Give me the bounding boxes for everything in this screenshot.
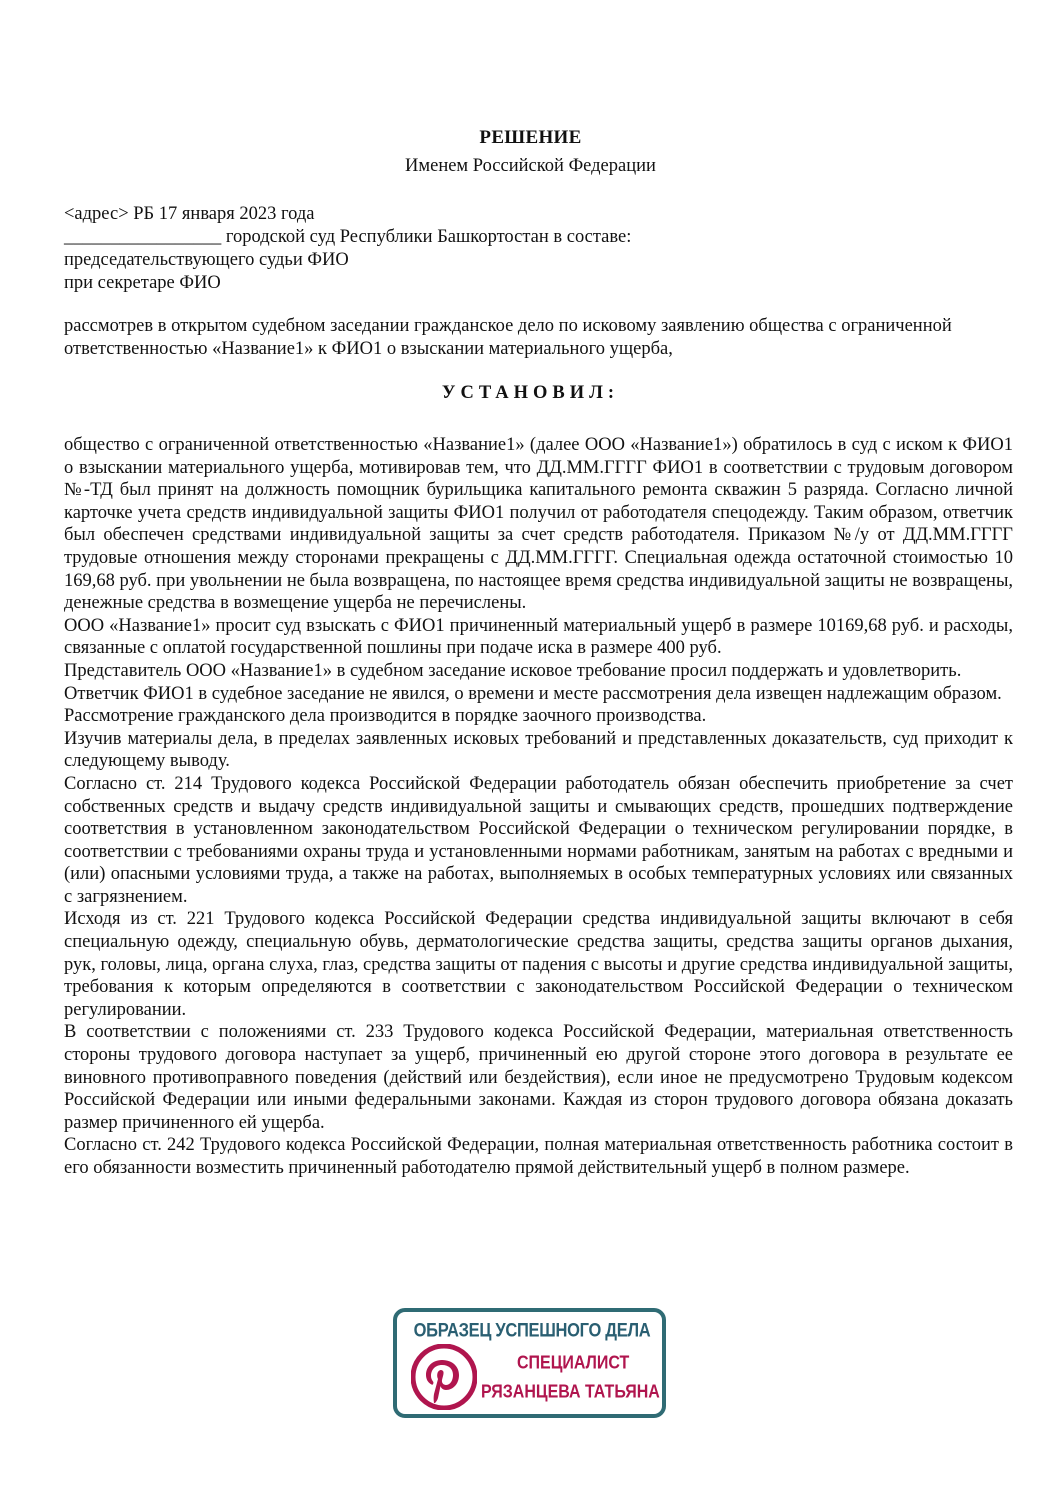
header-line-date: <адрес> РБ 17 января 2023 года (64, 204, 315, 224)
stamp-title: ОБРАЗЕЦ УСПЕШНОГО ДЕЛА (413, 1320, 651, 1342)
preamble: рассмотрев в открытом судебном заседании гражданское дело по исковому заявлению общества с ограниченной ответственностью «Название1» к ФИО1 о взыскании материального ущерба, (64, 316, 952, 359)
paragraph: Исходя из ст. 221 Трудового кодекса Российской Федерации средства индивидуальной защиты включают в себя специальную одежду, специальную обувь, дерматологические средства защиты, средства защиты органов дыхания, рук, головы, лица, органа слуха, глаз, средства защиты от падения с высоты и другие средства индивидуальной защиты, требования к которым определяются в соответствии с законодательством Российской Федерации о техническом регулировании. (64, 909, 1013, 1020)
pinterest-icon (411, 1344, 477, 1410)
paragraph: Изучив материалы дела, в пределах заявленных исковых требований и представленных доказательств, суд приходит к следующему выводу. (64, 728, 1013, 772)
paragraph: Ответчик ФИО1 в судебное заседание не явился, о времени и месте рассмотрения дела извещен надлежащим образом. (64, 683, 1002, 704)
document-subtitle: Именем Российской Федерации (405, 156, 656, 176)
body-text (64, 434, 1013, 1180)
section-heading: УСТАНОВИЛ: (441, 383, 620, 403)
header-line-judge: председательствующего судьи ФИО (64, 250, 349, 270)
paragraph: ООО «Название1» просит суд взыскать с ФИО1 причиненный материальный ущерб в размере 10169,68 руб. и расходы, связанные с оплатой государственной пошлины при подаче иска в размере 400 руб. (64, 615, 1013, 659)
paragraph: общество с ограниченной ответственностью «Название1» (далее ООО «Название1») обратилось в суд с иском к ФИО1 о взыскании материального ущерба, мотивировав тем, что ДД.ММ.ГГГГ ФИО1 в соответствии с трудовым договором №-ТД был принят на должность помощник бурильщика капитального ремонта скважин 5 разряда. Согласно личной карточке учета средств индивидуальной защиты ФИО1 получил от работодателя спецодежду. Таким образом, ответчик был обеспечен средствами индивидуальной защиты за счет средств работодателя. Приказом №/у от ДД.ММ.ГГГГ трудовые отношения между сторонами прекращены с ДД.ММ.ГГГГ. Специальная одежда остаточной стоимостью 10 169,68 руб. при увольнении не была возвращена, по настоящее время средства индивидуальной защиты не возвращены, денежные средства в возмещение ущерба не перечислены. (64, 435, 1013, 614)
stamp-specialist: СПЕЦИАЛИСТ (517, 1353, 630, 1374)
paragraph: В соответствии с положениями ст. 233 Трудового кодекса Российской Федерации, материальная ответственность стороны трудового договора наступает за ущерб, причиненный ею другой стороне этого договора в результате ее виновного противоправного поведения (действий или бездействия), если иное не предусмотрено Трудовым кодексом Российской Федерации или иными федеральными законами. Каждая из сторон трудового договора обязана доказать размер причиненного ей ущерба. (64, 1022, 1013, 1133)
document-title: РЕШЕНИЕ (479, 127, 582, 148)
paragraph: Согласно ст. 242 Трудового кодекса Российской Федерации, полная материальная ответственность работника состоит в его обязанности возместить причиненный работодателю прямой действительный ущерб в полном размере. (64, 1135, 1013, 1178)
court-header (64, 203, 1004, 295)
stamp-name: РЯЗАНЦЕВА ТАТЬЯНА (481, 1382, 660, 1403)
paragraph: Представитель ООО «Название1» в судебном заседание исковое требование просил поддержать и удовлетворить. (64, 660, 962, 681)
paragraph: Рассмотрение гражданского дела производится в порядке заочного производства. (64, 706, 707, 727)
watermark-stamp (393, 1308, 666, 1418)
header-line-court: _________________ городской суд Республики Башкортостан в составе: (64, 227, 632, 247)
header-line-secretary: при секретаре ФИО (64, 273, 221, 293)
paragraph: Согласно ст. 214 Трудового кодекса Российской Федерации работодатель обязан обеспечить приобретение за счет собственных средств и выдачу средств индивидуальной защиты и смывающих средств, прошедших подтверждение соответствия в установленном законодательством Российской Федерации о техническом регулировании порядке, в соответствии с требованиями охраны труда и установленными нормами работникам, занятым на работах с вредными и (или) опасными условиями труда, а также на работах, выполняемых в особых температурных условиях или связанных с загрязнением. (64, 773, 1013, 907)
